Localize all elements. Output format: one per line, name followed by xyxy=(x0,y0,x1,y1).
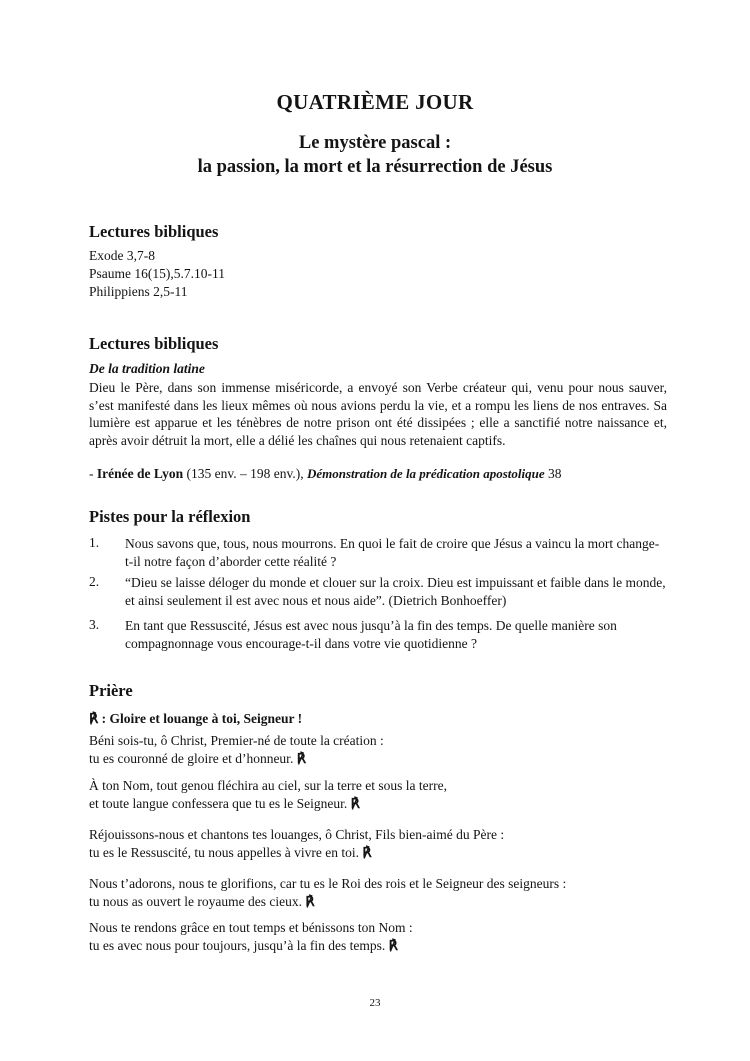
reading-text: Dieu le Père, dans son immense miséricorde, a envoyé son Verbe créateur qui, venu pour nous sauver, s’est manifesté dans les lieux mêmes où nous avions perdu la vie, et a rompu les liens de nos entraves. Sa lumière est apparue et les ténèbres de notre prison ont été dissipées ; elle a sanctifié notre naissance et, après avoir détruit la mort, elle a délié les chaînes qui nous retenaient captifs. xyxy=(89,380,667,448)
stanza-line xyxy=(89,894,315,910)
stanza-line: Nous t’adorons, nous te glorifions, car tu es le Roi des rois et le Seigneur des seigneurs : xyxy=(89,876,567,891)
response-symbol: ℟ xyxy=(296,751,306,766)
response-symbol: ℟ xyxy=(305,894,315,909)
reflection-item: “Dieu se laisse déloger du monde et clouer sur la croix. Dieu est impuissant et faible dans le monde, et ainsi seulement il est avec nous et nous aide”. (Dietrich Bonhoeffer) xyxy=(125,575,666,608)
stanza-line: Réjouissons-nous et chantons tes louanges, ô Christ, Fils bien-aimé du Père : xyxy=(89,827,505,842)
second-reading-heading: Lectures bibliques xyxy=(89,334,219,353)
reflection-number: 3. xyxy=(89,617,100,632)
stanza-line: Béni sois-tu, ô Christ, Premier-né de toute la création : xyxy=(89,733,384,748)
prayer-heading: Prière xyxy=(89,681,133,700)
page-number: 23 xyxy=(369,997,381,1009)
attribution-author: Irénée de Lyon xyxy=(96,466,184,481)
response-symbol: ℟ xyxy=(350,796,360,811)
response-symbol: ℟ xyxy=(89,711,99,726)
stanza-line xyxy=(89,751,306,767)
reflection-number: 1. xyxy=(89,535,100,550)
stanza-text: tu es couronné de gloire et d’honneur. xyxy=(89,751,297,766)
readings-heading: Lectures bibliques xyxy=(89,222,219,241)
stanza-text: tu es le Ressuscité, tu nous appelles à vivre en toi. xyxy=(89,845,363,860)
attribution-work: Démonstration de la prédication apostolique xyxy=(306,466,545,481)
response-symbol: ℟ xyxy=(362,845,372,860)
refrain-text: : Gloire et louange à toi, Seigneur ! xyxy=(98,711,303,726)
reflection-item: En tant que Ressuscité, Jésus est avec nous jusqu’à la fin des temps. De quelle manière son compagnonnage vous encourage-t-il dans votre vie quotidienne ? xyxy=(125,618,617,651)
attribution-dates: (135 env. – 198 env.), xyxy=(183,466,307,481)
stanza-text: et toute langue confessera que tu es le Seigneur. xyxy=(89,796,351,811)
reading-item: Philippiens 2,5-11 xyxy=(89,284,188,299)
attribution-prefix: - xyxy=(89,466,97,481)
stanza-line: Nous te rendons grâce en tout temps et bénissons ton Nom : xyxy=(89,920,413,935)
source-label: De la tradition latine xyxy=(89,361,205,376)
stanza-line xyxy=(89,796,360,812)
reading-item: Exode 3,7-8 xyxy=(89,248,155,263)
prayer-refrain xyxy=(89,711,302,727)
stanza-text: tu es avec nous pour toujours, jusqu’à la fin des temps. xyxy=(89,938,389,953)
stanza-line xyxy=(89,938,398,954)
subtitle-line-1: Le mystère pascal : xyxy=(298,133,452,153)
stanza-text: tu nous as ouvert le royaume des cieux. xyxy=(89,894,306,909)
reflection-number: 2. xyxy=(89,574,100,589)
reflection-item: Nous savons que, tous, nous mourrons. En quoi le fait de croire que Jésus a vaincu la mort change-t-il notre façon d’aborder cette réalité ? xyxy=(125,536,660,569)
reading-item: Psaume 16(15),5.7.10-11 xyxy=(89,266,225,281)
response-symbol: ℟ xyxy=(388,938,398,953)
reflection-heading: Pistes pour la réflexion xyxy=(89,507,251,526)
attribution-ref: 38 xyxy=(544,466,562,481)
attribution xyxy=(89,466,561,482)
stanza-line xyxy=(89,845,372,861)
subtitle-line-2: la passion, la mort et la résurrection de Jésus xyxy=(197,157,553,177)
day-title: QUATRIÈME JOUR xyxy=(276,90,474,114)
stanza-line: À ton Nom, tout genou fléchira au ciel, sur la terre et sous la terre, xyxy=(89,778,448,793)
